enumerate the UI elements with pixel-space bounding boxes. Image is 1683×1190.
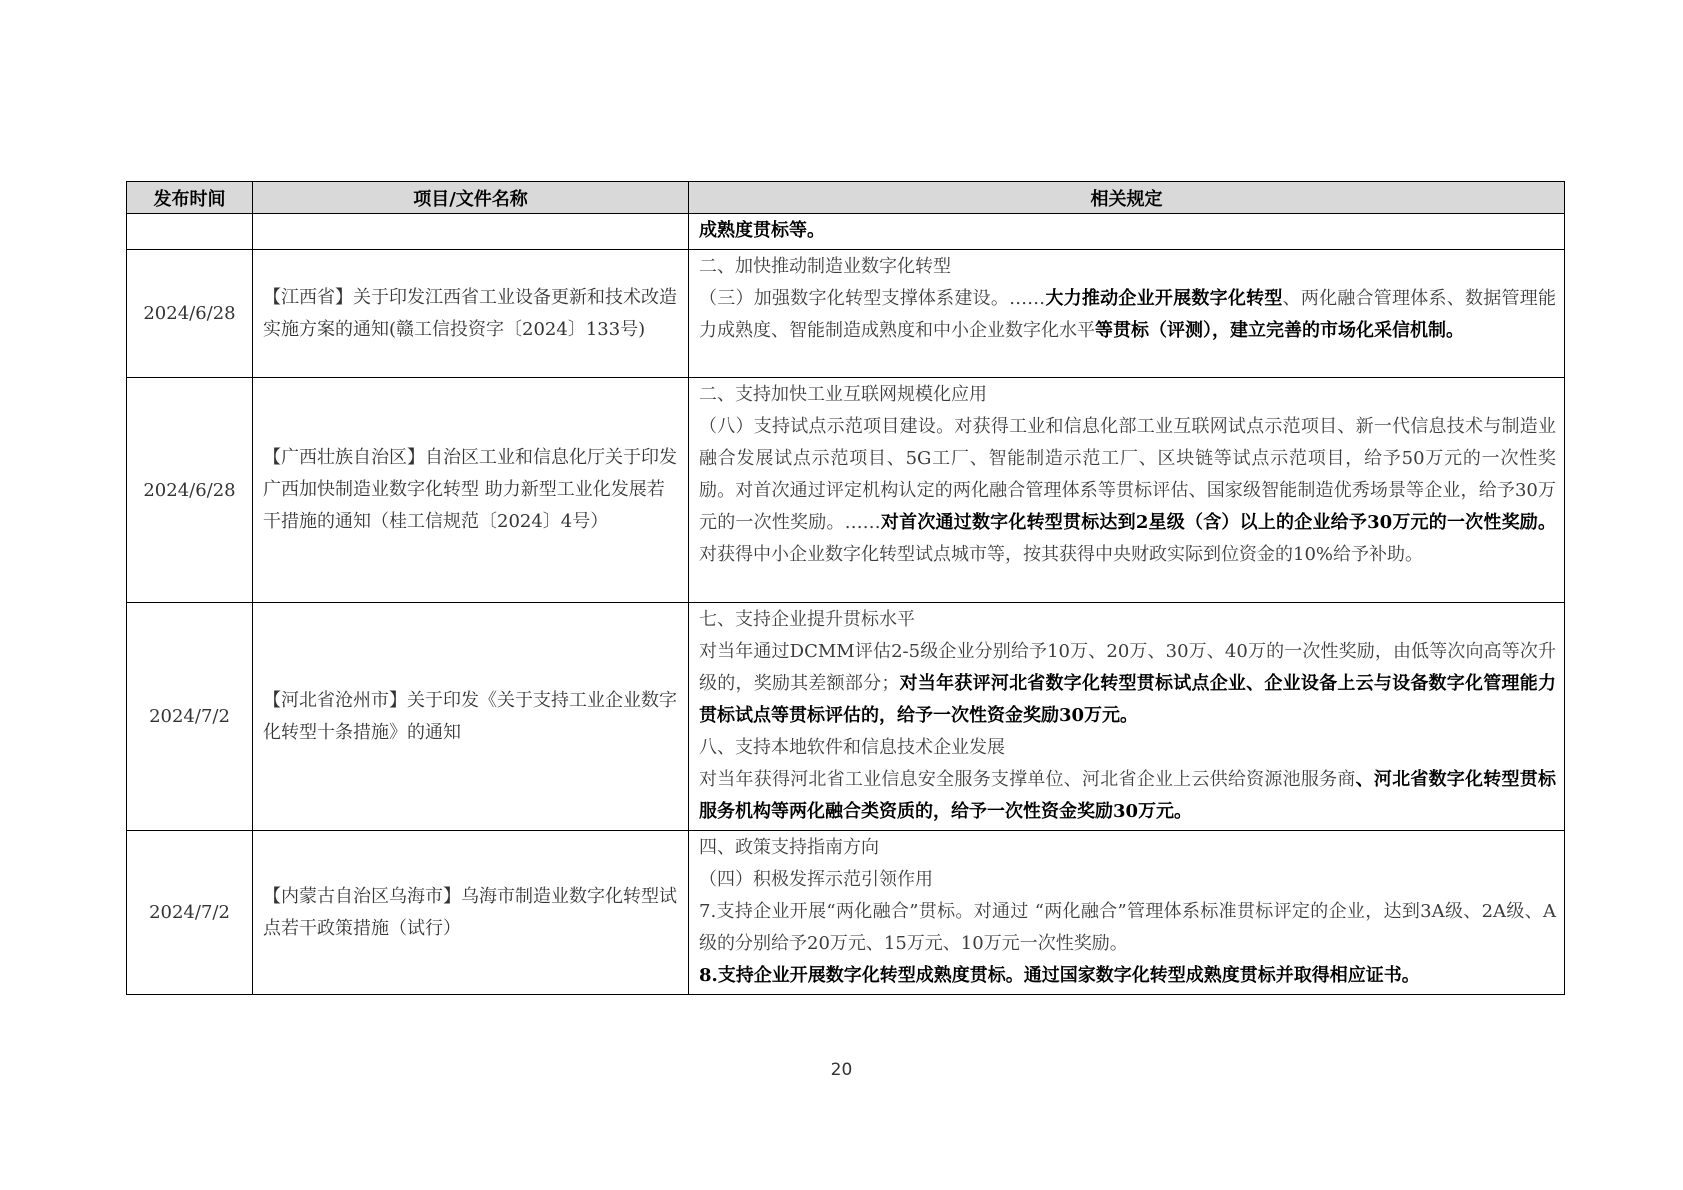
rule-text: （八）支持试点示范项目建设。对获得工业和信息化部工业互联网试点示范项目、新一代信息技术与制造业融合发展试点示范项目、5G工厂、智能制造示范工厂、区块链等试点示范项目，给予50万元的一次性奖励。对首次通过评定机构认定的两化融合管理体系等贯标评估、国家级智能制造优秀场景等企业，给予30万元的一次性奖励。…… <box>699 416 1556 533</box>
rule-text: （四）积极发挥示范引领作用 <box>699 869 933 890</box>
rule-text: 二、加快推动制造业数字化转型 <box>699 256 951 277</box>
rule-paragraph <box>699 732 1556 764</box>
rule-text-bold: 等贯标（评测），建立完善的市场化采信机制。 <box>1095 320 1464 341</box>
table-row <box>127 250 1565 378</box>
table-row <box>127 831 1565 995</box>
table-header-row <box>127 182 1565 214</box>
row-name: 【江西省】关于印发江西省工业设备更新和技术改造实施方案的通知(赣工信投资字〔2024〕133号) <box>253 250 689 378</box>
rule-text-bold: 成熟度贯标等。 <box>699 220 825 241</box>
table-row <box>127 378 1565 603</box>
page-number: 20 <box>830 1060 853 1080</box>
rule-text: （三）加强数字化转型支撑体系建设。…… <box>699 288 1046 309</box>
rule-text: 对当年获得河北省工业信息安全服务支撑单位、河北省企业上云供给资源池服务商 <box>699 769 1356 790</box>
rule-paragraph <box>699 764 1556 828</box>
row-rules <box>689 250 1565 378</box>
rule-text: 八、支持本地软件和信息技术企业发展 <box>699 737 1005 758</box>
rule-paragraph <box>699 251 1556 283</box>
row-date <box>127 214 253 250</box>
rule-text-bold: 对当年获评河北省数字化转型贯标试点企业、企业设备上云与设备数字化管理能力贯标试点等贯标评估的，给予一次性资金奖励30万元。 <box>699 673 1556 726</box>
rule-text: 对当年通过DCMM评估2-5级企业分别给予10万、20万、30万、40万的一次性奖励，由低等次向高等次升级的，奖励其差额部分； <box>699 641 1556 694</box>
row-name: 【河北省沧州市】关于印发《关于支持工业企业数字化转型十条措施》的通知 <box>253 603 689 831</box>
rule-paragraph <box>699 411 1556 571</box>
row-name: 【广西壮族自治区】自治区工业和信息化厅关于印发广西加快制造业数字化转型 助力新型工业化发展若干措施的通知（桂工信规范〔2024〕4号） <box>253 378 689 603</box>
rule-text-bold: 、河北省数字化转型贯标服务机构等两化融合类资质的，给予一次性资金奖励30万元。 <box>699 769 1556 822</box>
rule-text-bold: 8.支持企业开展数字化转型成熟度贯标。通过国家数字化转型成熟度贯标并取得相应证书。 <box>699 965 1420 986</box>
rule-text: 四、政策支持指南方向 <box>699 837 879 858</box>
row-date: 2024/6/28 <box>127 378 253 603</box>
row-date: 2024/7/2 <box>127 603 253 831</box>
row-rules <box>689 214 1565 250</box>
rule-paragraph <box>699 604 1556 636</box>
rule-text: 二、支持加快工业互联网规模化应用 <box>699 384 987 405</box>
header-name: 项目/文件名称 <box>253 182 689 214</box>
row-rules <box>689 378 1565 603</box>
rule-paragraph <box>699 283 1556 347</box>
rule-paragraph <box>699 636 1556 732</box>
rule-text: 七、支持企业提升贯标水平 <box>699 609 915 630</box>
row-date: 2024/7/2 <box>127 831 253 995</box>
policy-table <box>126 181 1565 995</box>
rule-paragraph <box>699 379 1556 411</box>
rule-text: 7.支持企业开展“两化融合”贯标。对通过 “两化融合”管理体系标准贯标评定的企业，达到3A级、2A级、A级的分别给予20万元、15万元、10万元一次性奖励。 <box>699 901 1556 954</box>
row-date: 2024/6/28 <box>127 250 253 378</box>
rule-paragraph <box>699 864 1556 896</box>
rule-paragraph <box>699 832 1556 864</box>
rule-paragraph <box>699 215 1556 247</box>
rule-text-bold: 大力推动企业开展数字化转型 <box>1045 288 1283 309</box>
table-row <box>127 603 1565 831</box>
row-rules <box>689 603 1565 831</box>
rule-paragraph <box>699 960 1556 992</box>
header-rules: 相关规定 <box>689 182 1565 214</box>
table-row <box>127 214 1565 250</box>
rule-text: 对获得中小企业数字化转型试点城市等，按其获得中央财政实际到位资金的10%给予补助。 <box>699 544 1424 565</box>
row-rules <box>689 831 1565 995</box>
rule-text-bold: 对首次通过数字化转型贯标达到2星级（含）以上的企业给予30万元的一次性奖励。 <box>880 512 1557 533</box>
row-name <box>253 214 689 250</box>
rule-paragraph <box>699 896 1556 960</box>
header-date: 发布时间 <box>127 182 253 214</box>
rule-text: 、两化融合管理体系、数据管理能力成熟度、智能制造成熟度和中小企业数字化水平 <box>699 288 1556 341</box>
row-name: 【内蒙古自治区乌海市】乌海市制造业数字化转型试点若干政策措施（试行） <box>253 831 689 995</box>
